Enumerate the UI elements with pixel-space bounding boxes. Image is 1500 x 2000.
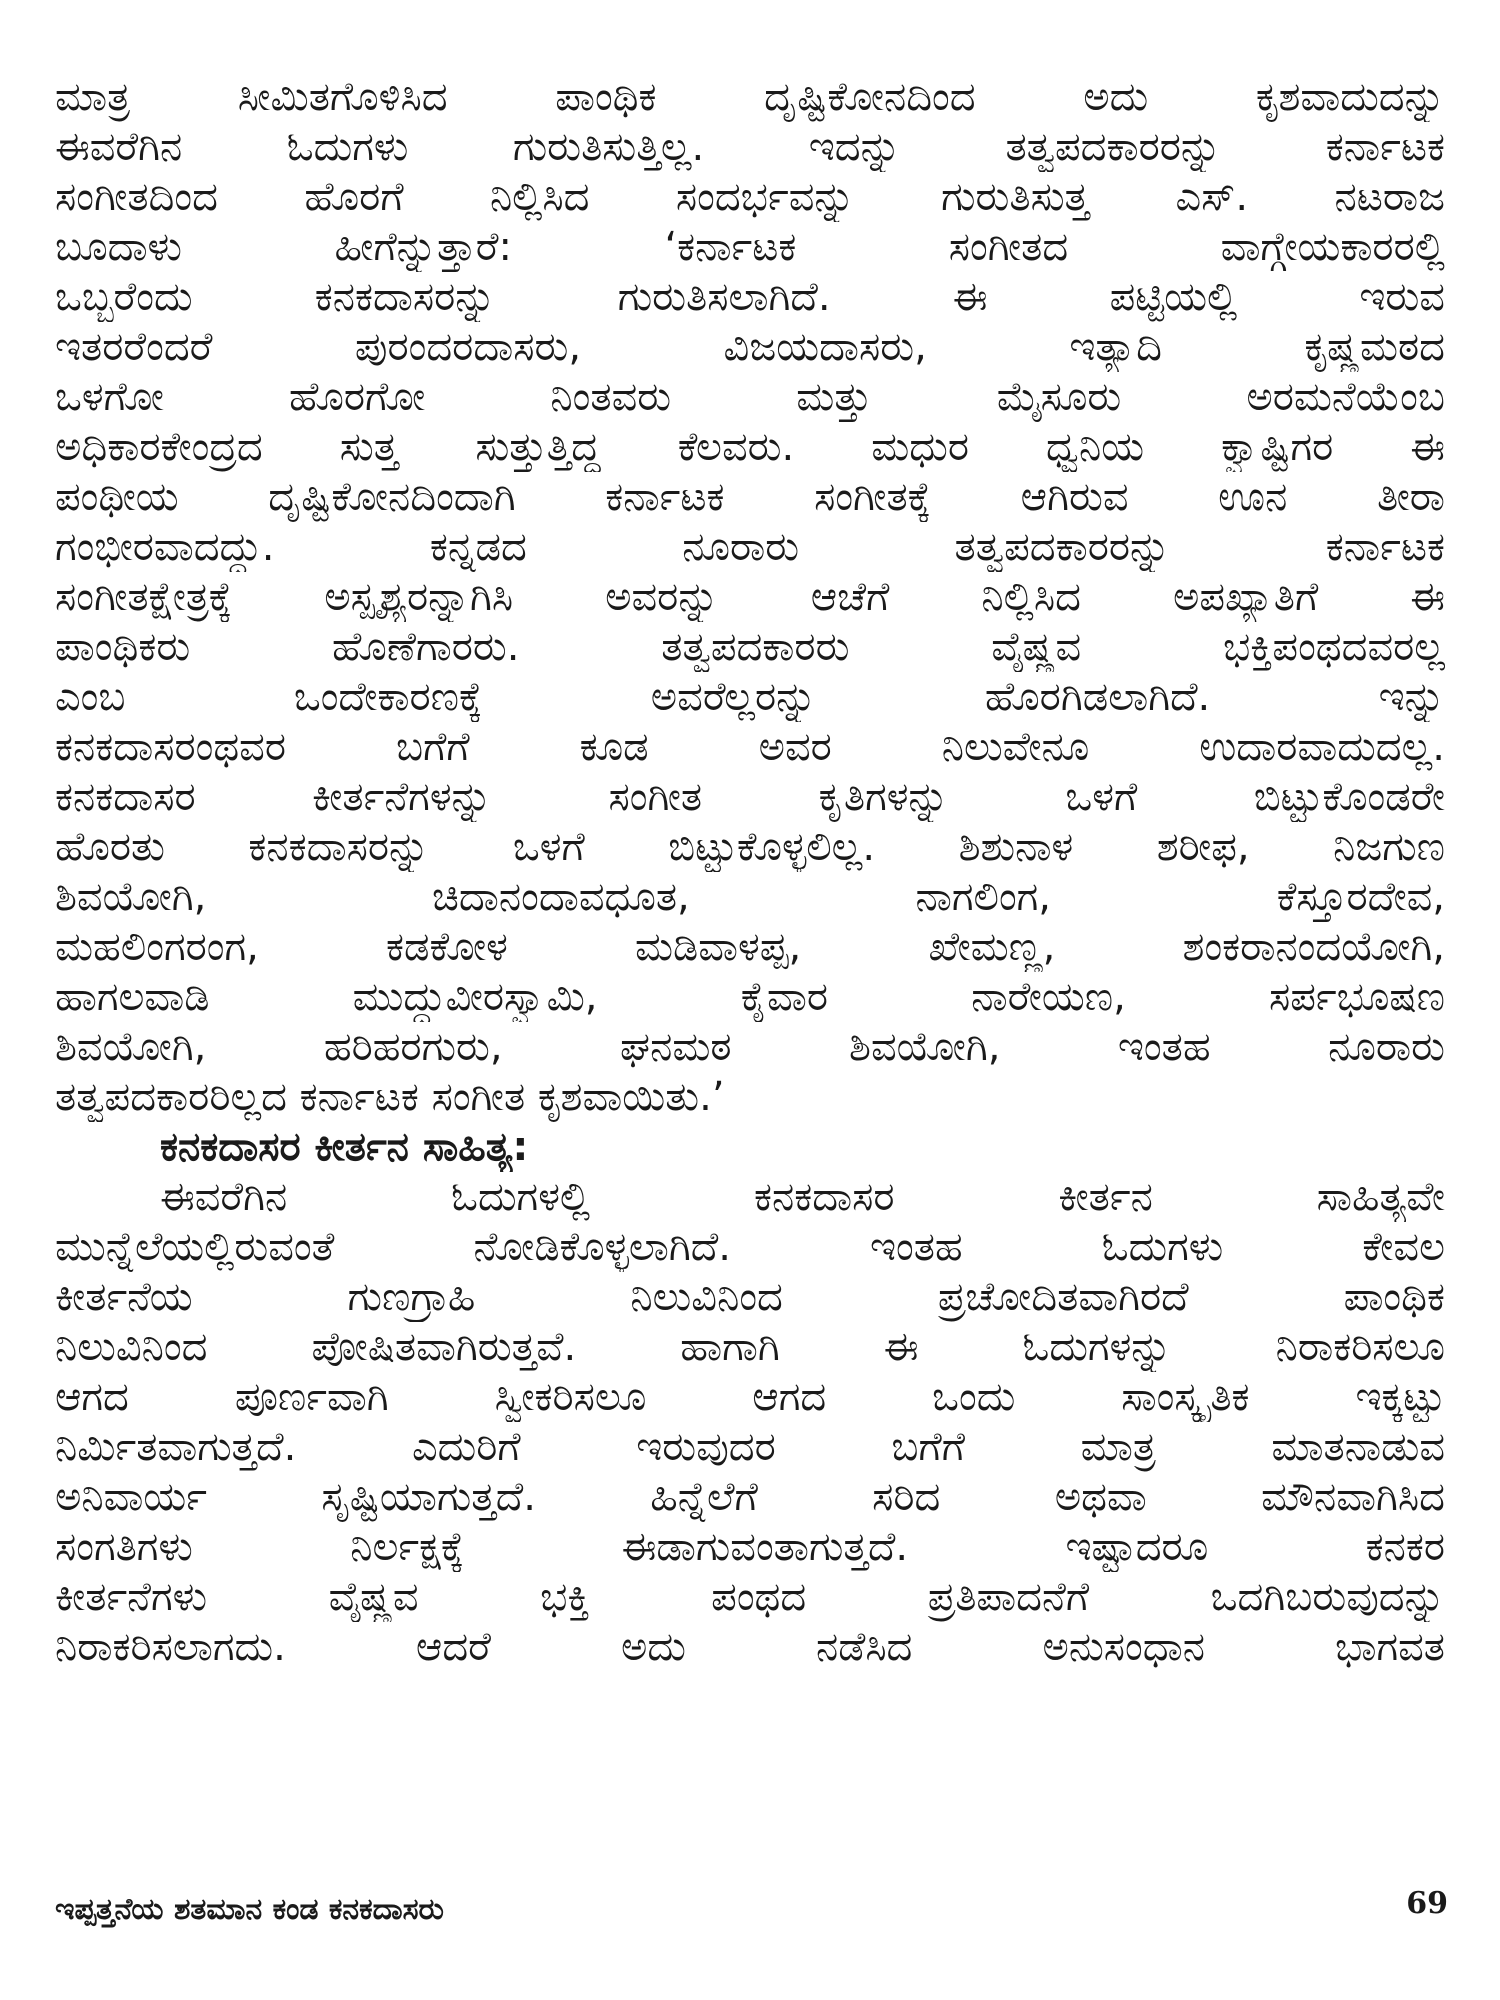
body-text — [55, 72, 1445, 1672]
section-paragraph-line: ಕೀರ್ತನೆಗಳು ವೈಷ್ಣವ ಭಕ್ತಿ ಪಂಥದ ಪ್ರತಿಪಾದನೆಗೆ ಒದಗಿಬರುವುದನ್ನು — [55, 1574, 1445, 1620]
section-paragraph-line: ನಿಲುವಿನಿಂದ ಪೋಷಿತವಾಗಿರುತ್ತವೆ. ಹಾಗಾಗಿ ಈ ಓದುಗಳನ್ನು ನಿರಾಕರಿಸಲೂ — [55, 1324, 1445, 1370]
paragraph-line: ಕನಕದಾಸರ ಕೀರ್ತನೆಗಳನ್ನು ಸಂಗೀತ ಕೃತಿಗಳನ್ನು ಒಳಗೆ ಬಿಟ್ಟುಕೊಂಡರೇ — [55, 774, 1445, 820]
paragraph-line: ಹಾಗಲವಾಡಿ ಮುದ್ದುವೀರಸ್ವಾಮಿ, ಕೈವಾರ ನಾರೇಯಣ, ಸರ್ಪಭೂಷಣ — [55, 974, 1445, 1020]
paragraph-line: ಬೂದಾಳು ಹೀಗೆನ್ನುತ್ತಾರೆ: ‘ಕರ್ನಾಟಕ ಸಂಗೀತದ ವಾಗ್ಗೇಯಕಾರರಲ್ಲಿ — [55, 224, 1445, 270]
paragraph-line: ಪಾಂಥಿಕರು ಹೊಣೆಗಾರರು. ತತ್ವಪದಕಾರರು ವೈಷ್ಣವ ಭಕ್ತಿಪಂಥದವರಲ್ಲ — [55, 624, 1445, 670]
paragraph-line: ಮಹಲಿಂಗರಂಗ, ಕಡಕೋಳ ಮಡಿವಾಳಪ್ಪ, ಖೇಮಣ್ಣ, ಶಂಕರಾನಂದಯೋಗಿ, — [55, 924, 1445, 970]
section-heading: ಕನಕದಾಸರ ಕೀರ್ತನ ಸಾಹಿತ್ಯ: — [160, 1124, 529, 1170]
section-paragraph-line: ಕೀರ್ತನೆಯ ಗುಣಗ್ರಾಹಿ ನಿಲುವಿನಿಂದ ಪ್ರಚೋದಿತವಾಗಿರದೆ ಪಾಂಥಿಕ — [55, 1274, 1445, 1320]
paragraph-line: ಇತರರೆಂದರೆ ಪುರಂದರದಾಸರು, ವಿಜಯದಾಸರು, ಇತ್ಯಾದಿ ಕೃಷ್ಣಮಠದ — [55, 324, 1445, 370]
section-paragraph-line: ಆಗದ ಪೂರ್ಣವಾಗಿ ಸ್ವೀಕರಿಸಲೂ ಆಗದ ಒಂದು ಸಾಂಸ್ಕೃತಿಕ ಇಕ್ಕಟ್ಟು — [55, 1374, 1445, 1420]
paragraph-line: ಒಬ್ಬರೆಂದು ಕನಕದಾಸರನ್ನು ಗುರುತಿಸಲಾಗಿದೆ. ಈ ಪಟ್ಟಿಯಲ್ಲಿ ಇರುವ — [55, 274, 1445, 320]
section-paragraph-line: ಈವರೆಗಿನ ಓದುಗಳಲ್ಲಿ ಕನಕದಾಸರ ಕೀರ್ತನ ಸಾಹಿತ್ಯವೇ — [160, 1174, 1445, 1220]
paragraph-line: ಒಳಗೋ ಹೊರಗೋ ನಿಂತವರು ಮತ್ತು ಮೈಸೂರು ಅರಮನೆಯೆಂಬ — [55, 374, 1445, 420]
paragraph-line: ಗಂಭೀರವಾದದ್ದು. ಕನ್ನಡದ ನೂರಾರು ತತ್ವಪದಕಾರರನ್ನು ಕರ್ನಾಟಕ — [55, 524, 1445, 570]
section-paragraph-line: ಸಂಗತಿಗಳು ನಿರ್ಲಕ್ಷಕ್ಕೆ ಈಡಾಗುವಂತಾಗುತ್ತದೆ. ಇಷ್ಟಾದರೂ ಕನಕರ — [55, 1524, 1445, 1570]
paragraph-line: ಅಧಿಕಾರಕೇಂದ್ರದ ಸುತ್ತ ಸುತ್ತುತ್ತಿದ್ದ ಕೆಲವರು. ಮಧುರ ಧ್ವನಿಯ ಕ್ವಾಷ್ಟಿಗರ ಈ — [55, 424, 1445, 470]
paragraph-line: ಕನಕದಾಸರಂಥವರ ಬಗೆಗೆ ಕೂಡ ಅವರ ನಿಲುವೇನೂ ಉದಾರವಾದುದಲ್ಲ. — [55, 724, 1445, 770]
paragraph-line: ಪಂಥೀಯ ದೃಷ್ಟಿಕೋನದಿಂದಾಗಿ ಕರ್ನಾಟಕ ಸಂಗೀತಕ್ಕೆ ಆಗಿರುವ ಊನ ತೀರಾ — [55, 474, 1445, 520]
paragraph-line: ಸಂಗೀತಕ್ಷೇತ್ರಕ್ಕೆ ಅಸ್ಪೃಶ್ಯರನ್ನಾಗಿಸಿ ಅವರನ್ನು ಆಚೆಗೆ ನಿಲ್ಲಿಸಿದ ಅಪಖ್ಯಾತಿಗೆ ಈ — [55, 574, 1445, 620]
paragraph-line: ಮಾತ್ರ ಸೀಮಿತಗೊಳಿಸಿದ ಪಾಂಥಿಕ ದೃಷ್ಟಿಕೋನದಿಂದ ಅದು ಕೃಶವಾದುದನ್ನು — [55, 74, 1445, 120]
paragraph-line: ಸಂಗೀತದಿಂದ ಹೊರಗೆ ನಿಲ್ಲಿಸಿದ ಸಂದರ್ಭವನ್ನು ಗುರುತಿಸುತ್ತ ಎಸ್. ನಟರಾಜ — [55, 174, 1445, 220]
page-number: 69 — [1406, 1886, 1448, 1921]
paragraph-line: ಈವರೆಗಿನ ಓದುಗಳು ಗುರುತಿಸುತ್ತಿಲ್ಲ. ಇದನ್ನು ತತ್ವಪದಕಾರರನ್ನು ಕರ್ನಾಟಕ — [55, 124, 1445, 170]
paragraph-line: ತತ್ವಪದಕಾರರಿಲ್ಲದ ಕರ್ನಾಟಕ ಸಂಗೀತ ಕೃಶವಾಯಿತು.’ — [55, 1074, 725, 1120]
section-paragraph-line: ಮುನ್ನೆಲೆಯಲ್ಲಿರುವಂತೆ ನೋಡಿಕೊಳ್ಳಲಾಗಿದೆ. ಇಂತಹ ಓದುಗಳು ಕೇವಲ — [55, 1224, 1445, 1270]
paragraph-line: ಹೊರತು ಕನಕದಾಸರನ್ನು ಒಳಗೆ ಬಿಟ್ಟುಕೊಳ್ಳಲಿಲ್ಲ. ಶಿಶುನಾಳ ಶರೀಫ, ನಿಜಗುಣ — [55, 824, 1445, 870]
section-paragraph-line: ನಿರಾಕರಿಸಲಾಗದು. ಆದರೆ ಅದು ನಡೆಸಿದ ಅನುಸಂಧಾನ ಭಾಗವತ — [55, 1624, 1445, 1670]
paragraph-line: ಶಿವಯೋಗಿ, ಚಿದಾನಂದಾವಧೂತ, ನಾಗಲಿಂಗ, ಕೆಸ್ತೂರದೇವ, — [55, 874, 1445, 920]
footer-book-title: ಇಪ್ಪತ್ತನೆಯ ಶತಮಾನ ಕಂಡ ಕನಕದಾಸರು — [55, 1892, 444, 1927]
paragraph-line: ಎಂಬ ಒಂದೇಕಾರಣಕ್ಕೆ ಅವರೆಲ್ಲರನ್ನು ಹೊರಗಿಡಲಾಗಿದೆ. ಇನ್ನು — [55, 674, 1445, 720]
section-paragraph-line: ಅನಿವಾರ್ಯ ಸೃಷ್ಟಿಯಾಗುತ್ತದೆ. ಹಿನ್ನೆಲೆಗೆ ಸರಿದ ಅಥವಾ ಮೌನವಾಗಿಸಿದ — [55, 1474, 1445, 1520]
paragraph-line: ಶಿವಯೋಗಿ, ಹರಿಹರಗುರು, ಘನಮಠ ಶಿವಯೋಗಿ, ಇಂತಹ ನೂರಾರು — [55, 1024, 1445, 1070]
section-paragraph-line: ನಿರ್ಮಿತವಾಗುತ್ತದೆ. ಎದುರಿಗೆ ಇರುವುದರ ಬಗೆಗೆ ಮಾತ್ರ ಮಾತನಾಡುವ — [55, 1424, 1445, 1470]
